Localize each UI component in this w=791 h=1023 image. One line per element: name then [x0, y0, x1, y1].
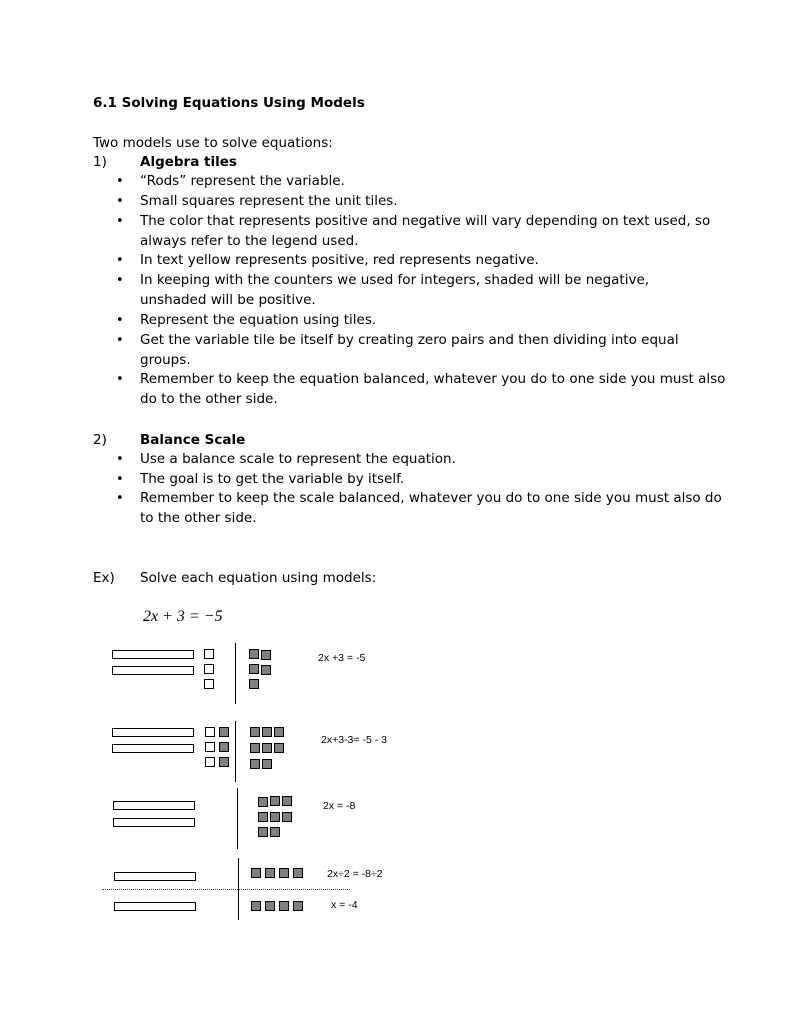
model2-bullet-cont: to the other side.	[140, 510, 257, 526]
negative-unit-tile	[279, 901, 289, 911]
model1-bullet: In keeping with the counters we used for integers, shaded will be negative,	[140, 272, 650, 288]
balance-divider	[235, 721, 236, 782]
bullet-icon: •	[116, 491, 124, 506]
negative-unit-tile	[249, 649, 259, 659]
negative-unit-tile	[265, 868, 275, 878]
positive-unit-tile	[205, 757, 215, 767]
negative-unit-tile	[270, 812, 280, 822]
positive-unit-tile	[204, 679, 214, 689]
model1-bullet-cont: unshaded will be positive.	[140, 292, 316, 308]
negative-unit-tile	[270, 827, 280, 837]
model1-bullet: “Rods” represent the variable.	[140, 173, 345, 189]
model1-bullet: In text yellow represents positive, red represents negative.	[140, 252, 539, 268]
variable-rod	[113, 801, 195, 810]
variable-rod	[112, 728, 194, 737]
positive-unit-tile	[205, 727, 215, 737]
negative-unit-tile	[274, 743, 284, 753]
negative-unit-tile	[249, 679, 259, 689]
negative-unit-tile	[279, 868, 289, 878]
negative-unit-tile	[249, 664, 259, 674]
positive-unit-tile	[204, 664, 214, 674]
model2-bullet: Remember to keep the scale balanced, whatever you do to one side you must also do	[140, 490, 722, 506]
step-equation: 2x+3-3= -5 - 3	[321, 734, 387, 746]
balance-divider	[235, 643, 236, 704]
model1-bullet-cont: do to the other side.	[140, 391, 278, 407]
negative-unit-tile	[251, 901, 261, 911]
bullet-icon: •	[116, 194, 124, 209]
negative-unit-tile	[250, 759, 260, 769]
negative-unit-tile	[282, 812, 292, 822]
negative-unit-tile	[262, 759, 272, 769]
negative-unit-tile	[262, 743, 272, 753]
negative-unit-tile	[282, 796, 292, 806]
negative-unit-tile	[250, 727, 260, 737]
example-instruction: Solve each equation using models:	[140, 570, 377, 586]
variable-rod	[113, 818, 195, 827]
positive-unit-tile	[204, 649, 214, 659]
model2-number: 2)	[93, 432, 107, 448]
negative-unit-tile	[258, 797, 268, 807]
model2-bullet: The goal is to get the variable by itself.	[140, 471, 405, 487]
variable-rod	[114, 902, 196, 911]
positive-unit-tile	[205, 742, 215, 752]
page-title: 6.1 Solving Equations Using Models	[93, 95, 365, 111]
negative-unit-tile	[270, 796, 280, 806]
bullet-icon: •	[116, 253, 124, 268]
variable-rod	[112, 666, 194, 675]
bullet-icon: •	[116, 333, 124, 348]
negative-unit-tile	[219, 757, 229, 767]
negative-unit-tile	[251, 868, 261, 878]
model2-bullet: Use a balance scale to represent the equation.	[140, 451, 456, 467]
negative-unit-tile	[262, 727, 272, 737]
bullet-icon: •	[116, 214, 124, 229]
bullet-icon: •	[116, 452, 124, 467]
balance-divider	[237, 788, 238, 849]
model1-heading: Algebra tiles	[140, 154, 237, 170]
variable-rod	[114, 872, 196, 881]
negative-unit-tile	[219, 742, 229, 752]
variable-rod	[112, 650, 194, 659]
model1-bullet: Represent the equation using tiles.	[140, 312, 377, 328]
negative-unit-tile	[293, 901, 303, 911]
bullet-icon: •	[116, 472, 124, 487]
step-equation: x = -4	[331, 899, 358, 911]
balance-divider	[238, 858, 239, 920]
model1-bullet: Small squares represent the unit tiles.	[140, 193, 398, 209]
model1-bullet: Remember to keep the equation balanced, whatever you do to one side you must also	[140, 371, 726, 387]
model1-number: 1)	[93, 154, 107, 170]
negative-unit-tile	[261, 665, 271, 675]
model1-bullet: The color that represents positive and negative will vary depending on text used, so	[140, 213, 711, 229]
negative-unit-tile	[293, 868, 303, 878]
intro-text: Two models use to solve equations:	[93, 135, 333, 151]
step-equation: 2x÷2 = -8÷2	[327, 868, 383, 880]
negative-unit-tile	[258, 812, 268, 822]
model1-bullet-cont: always refer to the legend used.	[140, 233, 359, 249]
negative-unit-tile	[261, 650, 271, 660]
negative-unit-tile	[219, 727, 229, 737]
bullet-icon: •	[116, 372, 124, 387]
model1-bullet: Get the variable tile be itself by creating zero pairs and then dividing into equal	[140, 332, 679, 348]
bullet-icon: •	[116, 174, 124, 189]
negative-unit-tile	[258, 827, 268, 837]
group-divider-line	[102, 889, 350, 890]
bullet-icon: •	[116, 313, 124, 328]
variable-rod	[112, 744, 194, 753]
step-equation: 2x = -8	[323, 800, 356, 812]
step-equation: 2x +3 = -5	[318, 652, 366, 664]
negative-unit-tile	[274, 727, 284, 737]
example-equation: 2x + 3 = −5	[143, 608, 223, 625]
negative-unit-tile	[250, 743, 260, 753]
model2-heading: Balance Scale	[140, 432, 246, 448]
example-label: Ex)	[93, 570, 115, 586]
bullet-icon: •	[116, 273, 124, 288]
negative-unit-tile	[265, 901, 275, 911]
model1-bullet-cont: groups.	[140, 352, 191, 368]
